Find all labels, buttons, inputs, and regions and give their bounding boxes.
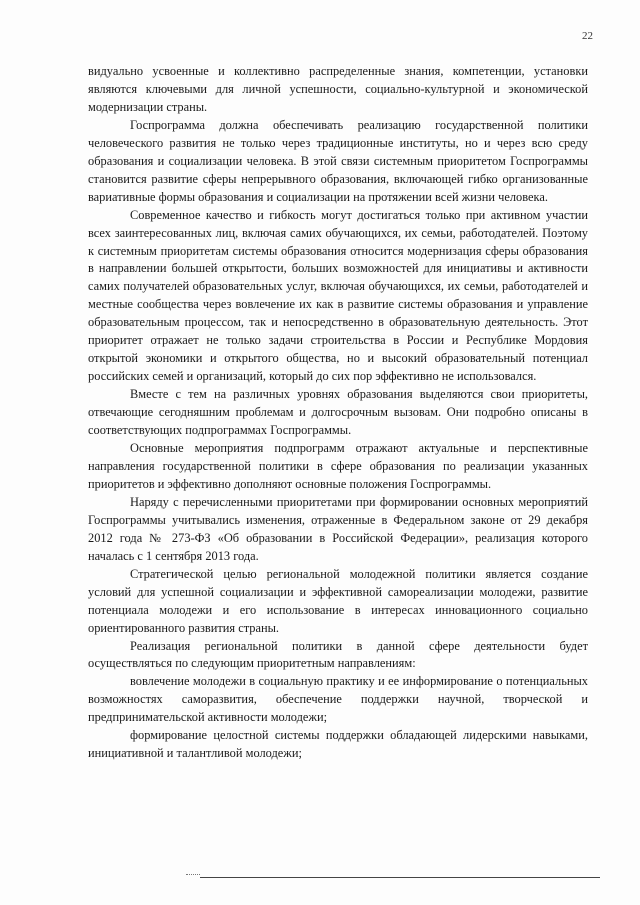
paragraph: Современное качество и гибкость могут достигаться только при активном участии всех заинтересованных лиц, включая самих обучающихся, их семьи, работодателей. Поэтому к системным приоритетам системы образования относится модернизация сферы образования в направлении большей открытости, больших возможностей для инициативы и активности самих получателей образовательных услуг, включая обучающихся, их семьи, работодателей и местные сообщества через вовлечение их как в развитие системы образования и управление образовательным процессом, так и непосредственно в образовательную деятельность. Этот приоритет отражает не только задачи строительства в России и Республике Мордовия открытой экономики и открытого общества, но и высокий образовательный потенциал российских семей и организаций, который до сих пор эффективно не использовался. bbox=[88, 207, 588, 384]
page-number: 22 bbox=[582, 30, 593, 42]
paragraph: Реализация региональной политики в данной сфере деятельности будет осуществляться по следующим приоритетным направлениям: bbox=[88, 638, 588, 671]
paragraph: Вместе с тем на различных уровнях образования выделяются свои приоритеты, отвечающие сегодняшним проблемам и долгосрочным вызовам. Они подробно описаны в соответствующих подпрограммах Госпрограммы. bbox=[88, 387, 588, 438]
paragraph: видуально усвоенные и коллективно распределенные знания, компетенции, установки являются ключевыми для личной успешности, социально-культурной и экономической модернизации страны. bbox=[88, 64, 588, 114]
document-body bbox=[88, 63, 588, 763]
paragraph: Основные мероприятия подпрограмм отражают актуальные и перспективные направления государственной политики в сфере образования по реализации указанных приоритетов и эффективно дополняют основные положения Госпрограммы. bbox=[88, 441, 588, 491]
list-item: формирование целостной системы поддержки обладающей лидерскими навыками, инициативной и талантливой молодежи; bbox=[88, 728, 588, 761]
paragraph: Госпрограмма должна обеспечивать реализацию государственной политики человеческого развития не только через традиционные институты, но и через всю среду образования и социализации человека. В этой связи системным приоритетом Госпрограммы становится развитие сферы непрерывного образования, включающей гибко организованные вариативные формы образования и социализации на протяжении всей жизни человека. bbox=[88, 117, 588, 204]
list-item: вовлечение молодежи в социальную практику и ее информирование о потенциальных возможностях саморазвития, обеспечение поддержки научной, творческой и предпринимательской активности молодежи; bbox=[88, 674, 588, 725]
paragraph: Наряду с перечисленными приоритетами при формировании основных мероприятий Госпрограммы учитывались изменения, отраженные в Федеральном законе от 29 декабря 2012 года № 273-ФЗ «Об образовании в Российской Федерации», реализация которого началась с 1 сентября 2013 года. bbox=[88, 494, 588, 563]
bottom-divider bbox=[200, 877, 600, 878]
scan-artifact-dots bbox=[186, 874, 200, 879]
paragraph: Стратегической целью региональной молодежной политики является создание условий для успешной социализации и эффективной самореализации молодежи, развитие потенциала молодежи и его использование в интересах инновационного социально ориентированного развития страны. bbox=[88, 566, 588, 635]
